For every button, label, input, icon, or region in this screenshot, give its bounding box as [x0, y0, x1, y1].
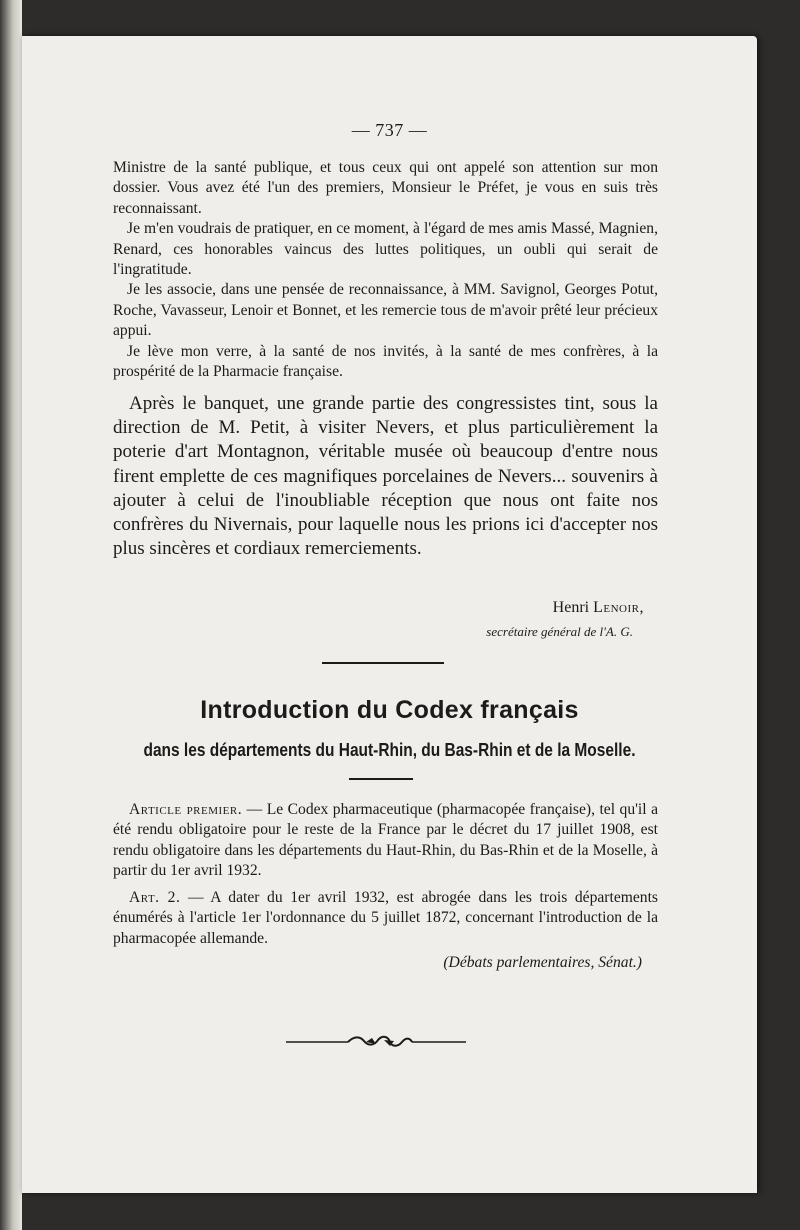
- source-citation: (Débats parlementaires, Sénat.): [443, 954, 642, 971]
- letter-paragraph: Je les associe, dans une pensée de reconnaissance, à MM. Savignol, Georges Potut, Roche, Vavasseur, Lenoir et Bonnet, et les remercie tous de m'avoir prêté leur précieux appui.: [113, 281, 658, 340]
- section-subtitle: dans les départements du Haut-Rhin, du Bas-Rhin et de la Moselle.: [143, 740, 636, 760]
- article-text: — Le Codex pharmaceutique (pharmacopée française), tel qu'il a été rendu obligatoire pour le reste de la France par le décret du 17 juillet 1908, est rendu obligatoire dans les départements du Haut-Rhin, du Bas-Rhin et de la Moselle, à partir du 1er avril 1932.: [113, 801, 658, 880]
- document-page: [22, 36, 757, 1193]
- letter-text: [113, 158, 658, 382]
- signature-last-name: Lenoir,: [593, 599, 644, 616]
- article-paragraph: [113, 888, 658, 949]
- section-title: Introduction du Codex français: [200, 696, 579, 724]
- article-paragraph: [113, 800, 658, 882]
- scan-binding-edge: [0, 0, 22, 1230]
- article-label: Art. 2.: [129, 889, 181, 906]
- narrative-paragraph: Après le banquet, une grande partie des congressistes tint, sous la direction de M. Petit, à visiter Nevers, et plus particulièrement la poterie d'art Montagnon, véritable musée où beaucoup d'entre nous firent emplette de ces magnifiques porcelaines de Nevers... souvenirs à ajouter à celui de l'inoubliable réception que nous ont faite nos confrères du Nivernais, pour laquelle nous les prions ici d'accepter nos plus sincères et cordiaux remerciements.: [113, 393, 658, 560]
- signature: [553, 599, 644, 617]
- heading-divider: [349, 778, 413, 780]
- page-number: — 737 —: [351, 120, 428, 140]
- letter-paragraph: Je lève mon verre, à la santé de nos invités, à la santé de mes confrères, à la prospérité de la Pharmacie française.: [113, 342, 658, 381]
- signature-title: secrétaire général de l'A. G.: [486, 624, 633, 639]
- letter-paragraph: Ministre de la santé publique, et tous ceux qui ont appelé son attention sur mon dossier. Vous avez été l'un des premiers, Monsieur le Préfet, je vous en suis très reconnaissant.: [113, 159, 658, 217]
- article-text: — A dater du 1er avril 1932, est abrogée dans les trois départements énumérés à l'article 1er l'ordonnance du 5 juillet 1872, concernant l'introduction de la pharmacopée allemande.: [113, 889, 659, 947]
- article-label: Article premier.: [129, 801, 243, 818]
- ornament-fleuron: [286, 1032, 466, 1052]
- section-divider: [322, 662, 444, 664]
- signature-first-name: Henri: [552, 599, 590, 616]
- letter-paragraph: Je m'en voudrais de pratiquer, en ce moment, à l'égard de mes amis Massé, Magnien, Renard, ces honorables vaincus des luttes politiques, un oubli qui serait de l'ingratitude.: [113, 220, 658, 279]
